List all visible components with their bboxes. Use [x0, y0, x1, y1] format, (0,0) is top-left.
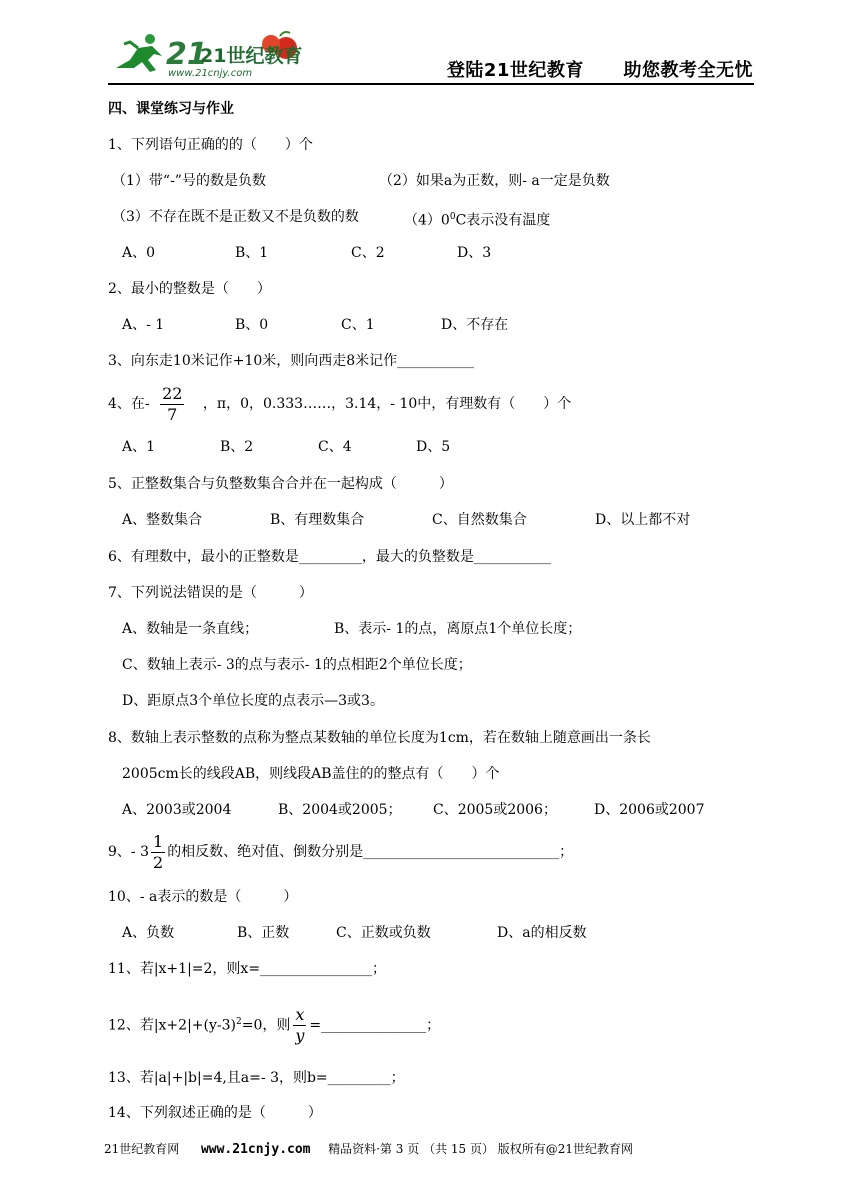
q5-option-d: D、以上都不对: [595, 512, 691, 528]
q10-option-c: C、正数或负数: [336, 925, 431, 941]
q4-option-b: B、2: [220, 439, 254, 455]
q4-fraction: $\frac{22}{7}$: [162, 383, 183, 424]
q7-option-b: B、表示- 1的点，离原点1个单位长度；: [334, 621, 582, 637]
q5-option-b: B、有理数集合: [270, 512, 365, 528]
logo: [108, 30, 308, 80]
q7-option-c: C、数轴上表示- 3的点与表示- 1的点相距2个单位长度；: [122, 657, 472, 673]
q1-statement-3: （3）不存在既不是正数又不是负数的数: [112, 209, 359, 225]
question-8-line-1: 8、数轴上表示整数的点称为整点某数轴的单位长度为1cm，若在数轴上随意画出一条长: [108, 730, 651, 746]
header-divider: [108, 83, 754, 85]
q1-option-a: A、0: [122, 245, 156, 261]
question-2: 2、最小的整数是（ ）: [108, 281, 271, 297]
q8-option-d: D、2006或2007: [594, 802, 705, 818]
question-3: 3、向东走10米记作+10米，则向西走8米记作___________: [108, 353, 475, 369]
question-1: 1、下列语句正确的的（ ）个: [108, 137, 313, 153]
logo-graphic: [108, 30, 308, 80]
question-13: 13、若|a|+|b|=4,且a=- 3，则b=_________；: [108, 1070, 405, 1086]
slogan-left: 登陆21世纪教育: [446, 60, 584, 81]
svg-text:www.21cnjy.com: www.21cnjy.com: [168, 68, 253, 79]
question-10: 10、- a表示的数是（ ）: [108, 889, 298, 905]
question-6: 6、有理数中，最小的正整数是_________，最大的负整数是___________: [108, 549, 551, 565]
q12-fraction: $\frac{x}{y}$: [295, 1005, 305, 1046]
q7-option-d: D、距原点3个单位长度的点表示—3或3。: [122, 693, 384, 709]
header-slogan: [447, 56, 753, 82]
svg-text:21: 21: [166, 37, 208, 72]
q5-option-c: C、自然数集合: [432, 512, 527, 528]
section-title: 四、课堂练习与作业: [108, 101, 234, 117]
q1-statement-4: $(4)0^0C$表示没有温度: [404, 212, 551, 229]
question-8-line-2: 2005cm长的线段AB，则线段AB盖住的的整点有（ ）个: [122, 766, 500, 782]
question-11: 11、若|x+1|=2，则x=________________；: [108, 961, 387, 977]
q4-option-d: D、5: [416, 439, 451, 455]
question-14: 14、下列叙述正确的是（ ）: [108, 1105, 322, 1121]
footer-left: 21世纪教育网: [104, 1142, 180, 1156]
question-4: 4、在- $\frac{22}{7}$ ，π，0，0.333……，3.14，- 10中，有理数有（ ）个: [108, 383, 572, 424]
footer-right: 精品资料·第 3 页 （共 15 页） 版权所有@21世纪教育网: [328, 1142, 634, 1156]
q9-fraction: $\frac{1}{2}$: [153, 831, 164, 872]
q1-option-d: D、3: [457, 245, 492, 261]
page-footer: [104, 1140, 633, 1157]
svg-text:21世纪教育: 21世纪教育: [200, 45, 303, 67]
slogan-right: 助您教考全无忧: [623, 60, 753, 81]
question-12: 12、若$|x+2|+(y-3)^2=0$，则 $\frac{x}{y}$ =_______________；: [108, 1005, 441, 1046]
q2-option-c: C、1: [341, 317, 375, 333]
q8-option-a: A、2003或2004: [122, 802, 232, 818]
question-7: 7、下列说法错误的是（ ）: [108, 585, 313, 601]
q10-option-d: D、a的相反数: [497, 925, 587, 941]
q7-option-a: A、数轴是一条直线；: [122, 621, 259, 637]
footer-site-link[interactable]: www.21cnjy.com: [200, 1142, 311, 1157]
page-header: [108, 30, 753, 82]
q10-option-b: B、正数: [237, 925, 290, 941]
q2-option-a: A、- 1: [122, 317, 165, 333]
question-9: 9、- 3 $\frac{1}{2}$ 的相反数、绝对值、倒数分别是____________________________；: [108, 831, 574, 872]
q4-option-c: C、4: [318, 439, 352, 455]
q5-option-a: A、整数集合: [122, 512, 203, 528]
q2-option-b: B、0: [235, 317, 269, 333]
q8-option-b: B、2004或2005；: [278, 802, 402, 818]
q1-statement-2: （2）如果a为正数，则- a一定是负数: [379, 173, 610, 189]
question-5: 5、正整数集合与负整数集合合并在一起构成（ ）: [108, 476, 453, 492]
q1-statement-1: （1）带“-”号的数是负数: [112, 173, 266, 189]
q1-option-c: C、2: [351, 245, 385, 261]
q2-option-d: D、不存在: [441, 317, 509, 333]
q4-option-a: A、1: [122, 439, 156, 455]
q10-option-a: A、负数: [122, 925, 175, 941]
q1-option-b: B、1: [235, 245, 269, 261]
q8-option-c: C、2005或2006；: [433, 802, 557, 818]
